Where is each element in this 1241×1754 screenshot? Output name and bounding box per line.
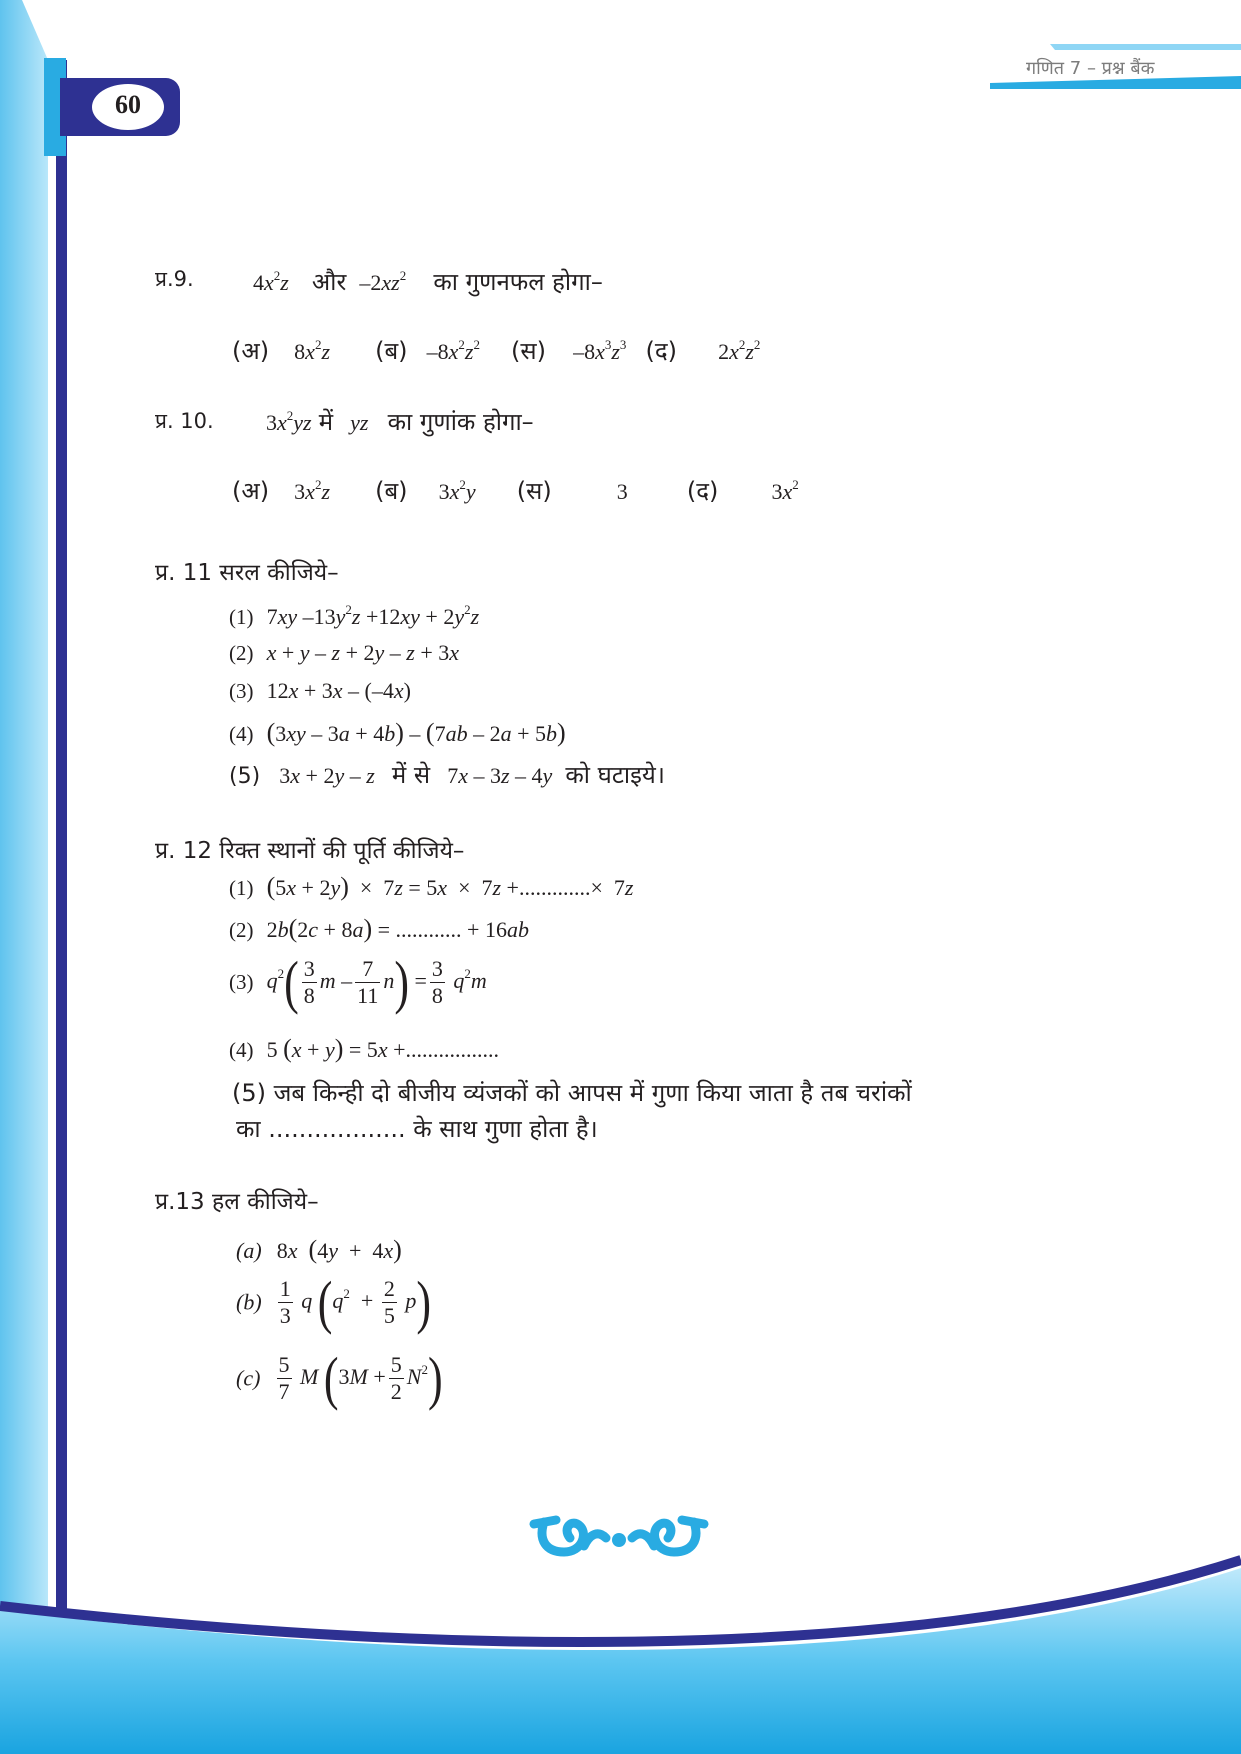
math-expr: $\frac{1}{3}$ q ($q^2$ + $\frac{2}{5}$ p) [279,1269,431,1336]
item-number: (4) [229,1038,254,1062]
question-label: प्र. 10. [155,409,214,433]
option-c: (स) [516,477,552,505]
math-expr: $q^2$( $\frac{3}{8}$ m – $\frac{7}{11}$ n) = $\frac{3}{8}$ $q^2m$ [266,949,487,1016]
q10-mein: में [318,408,334,436]
math-expr: 7xy $-13y^2z +12xy + 2y^2z$ [266,602,480,629]
q9-tail: का गुणनफल होगा– [433,268,603,296]
q10-statement [266,405,534,438]
math-expr: $8x^2z$ [294,337,330,364]
item-number: (3) [229,679,254,703]
math-expr: $3x^2y$ [438,477,476,504]
q11-item-1 [229,602,479,630]
q13-item-c [236,1345,443,1414]
math-expr: $3x^2yz$ [266,408,312,435]
q11-mein-se: में से [391,761,431,789]
question-11 [155,555,339,587]
ornament-icon [524,1512,714,1560]
question-label: प्र. 11 सरल कीजिये– [155,560,339,586]
q12-item-2 [229,914,529,944]
option-b: (ब) [375,337,408,365]
blank: ............ [395,917,462,942]
q9-statement [253,265,603,298]
math-expr: $3x^2z$ [294,477,330,504]
math-expr: $-2xz^2$ [359,268,407,295]
math-expr: 7x – 3z – 4y [447,763,553,788]
math-expr: 3 [616,479,628,504]
question-9 [155,265,194,293]
math-expr: yz [350,410,369,435]
item-number: (4) [229,722,254,746]
q12-item-5-line-2: का .................. के साथ गुणा होता है। [236,1115,598,1143]
item-number: (3) [229,970,254,994]
math-expr: × 7z [590,875,634,900]
q13-item-a [236,1235,402,1265]
q11-item-3 [229,678,411,704]
q11-item-2 [229,640,459,666]
math-expr: $\frac{5}{7}$ M (3M + $\frac{5}{2}$ $N^2$) [278,1345,443,1412]
item-number: (5) [229,764,261,789]
option-b: (ब) [375,477,408,505]
math-expr: (3xy – 3a + 4b) – (7ab – 2a + 5b) [266,718,566,747]
q9-and: और [311,268,347,296]
q11-item-5 [229,758,665,791]
q12-item-1 [229,872,633,902]
math-expr: 3x + 2y – z [279,763,375,788]
item-number: (2) [229,918,254,942]
q9-options [232,334,760,367]
option-a: (अ) [232,477,270,505]
item-number: (c) [236,1365,261,1391]
math-expr: $2x^2z^2$ [718,337,761,364]
math-expr: (5x + 2y) × 7z = 5x × 7z + [266,872,519,901]
math-expr: 2b(2c + 8a) = [266,914,391,943]
question-label: प्र.9. [155,267,194,291]
item-number: (b) [236,1289,262,1315]
item-number: (2) [229,641,254,665]
book-title: गणित 7 – प्रश्न बैंक [1026,58,1155,79]
question-12 [155,833,464,865]
math-expr: 12x + 3x – (–4x) [266,678,411,703]
math-expr: $4x^2z$ [253,268,289,295]
q10-tail: का गुणांक होगा– [387,408,534,436]
blank: ................. [405,1037,499,1062]
question-label: प्र. 12 रिक्त स्थानों की पूर्ति कीजिये– [155,838,465,864]
option-c: (स) [511,337,546,365]
math-expr: $-8x^3z^3$ [573,337,627,364]
q12-item-5-line-1: (5) जब किन्ही दो बीजीय व्यंजकों को आपस में गुणा किया जाता है तब चरांकों [232,1079,912,1107]
math-expr: $-8x^2z^2$ [426,337,480,364]
item-number: (a) [236,1238,262,1263]
math-expr: 5 (x + y) = 5x + [266,1034,406,1063]
q11-tail: को घटाइये। [565,761,665,789]
q11-item-4 [229,718,566,748]
math-expr: x + y – z + 2y – z + 3x [266,640,460,665]
q12-item-4 [229,1034,499,1064]
option-d: (द) [645,337,677,365]
q13-item-b [236,1269,431,1338]
option-a: (अ) [232,337,270,365]
math-expr: $3x^2$ [771,477,799,504]
question-13 [155,1184,319,1216]
item-number: (1) [229,605,254,629]
question-10 [155,407,214,435]
item-number: (1) [229,876,254,900]
math-expr: + 16ab [467,917,529,942]
math-expr: 8x (4y + 4x) [276,1235,402,1264]
q10-options [232,474,799,507]
question-label: प्र.13 हल कीजिये– [155,1189,319,1215]
blank: ............. [518,875,591,900]
option-d: (द) [686,477,719,505]
q12-item-3 [229,949,487,1016]
page-number: 60 [115,90,141,119]
